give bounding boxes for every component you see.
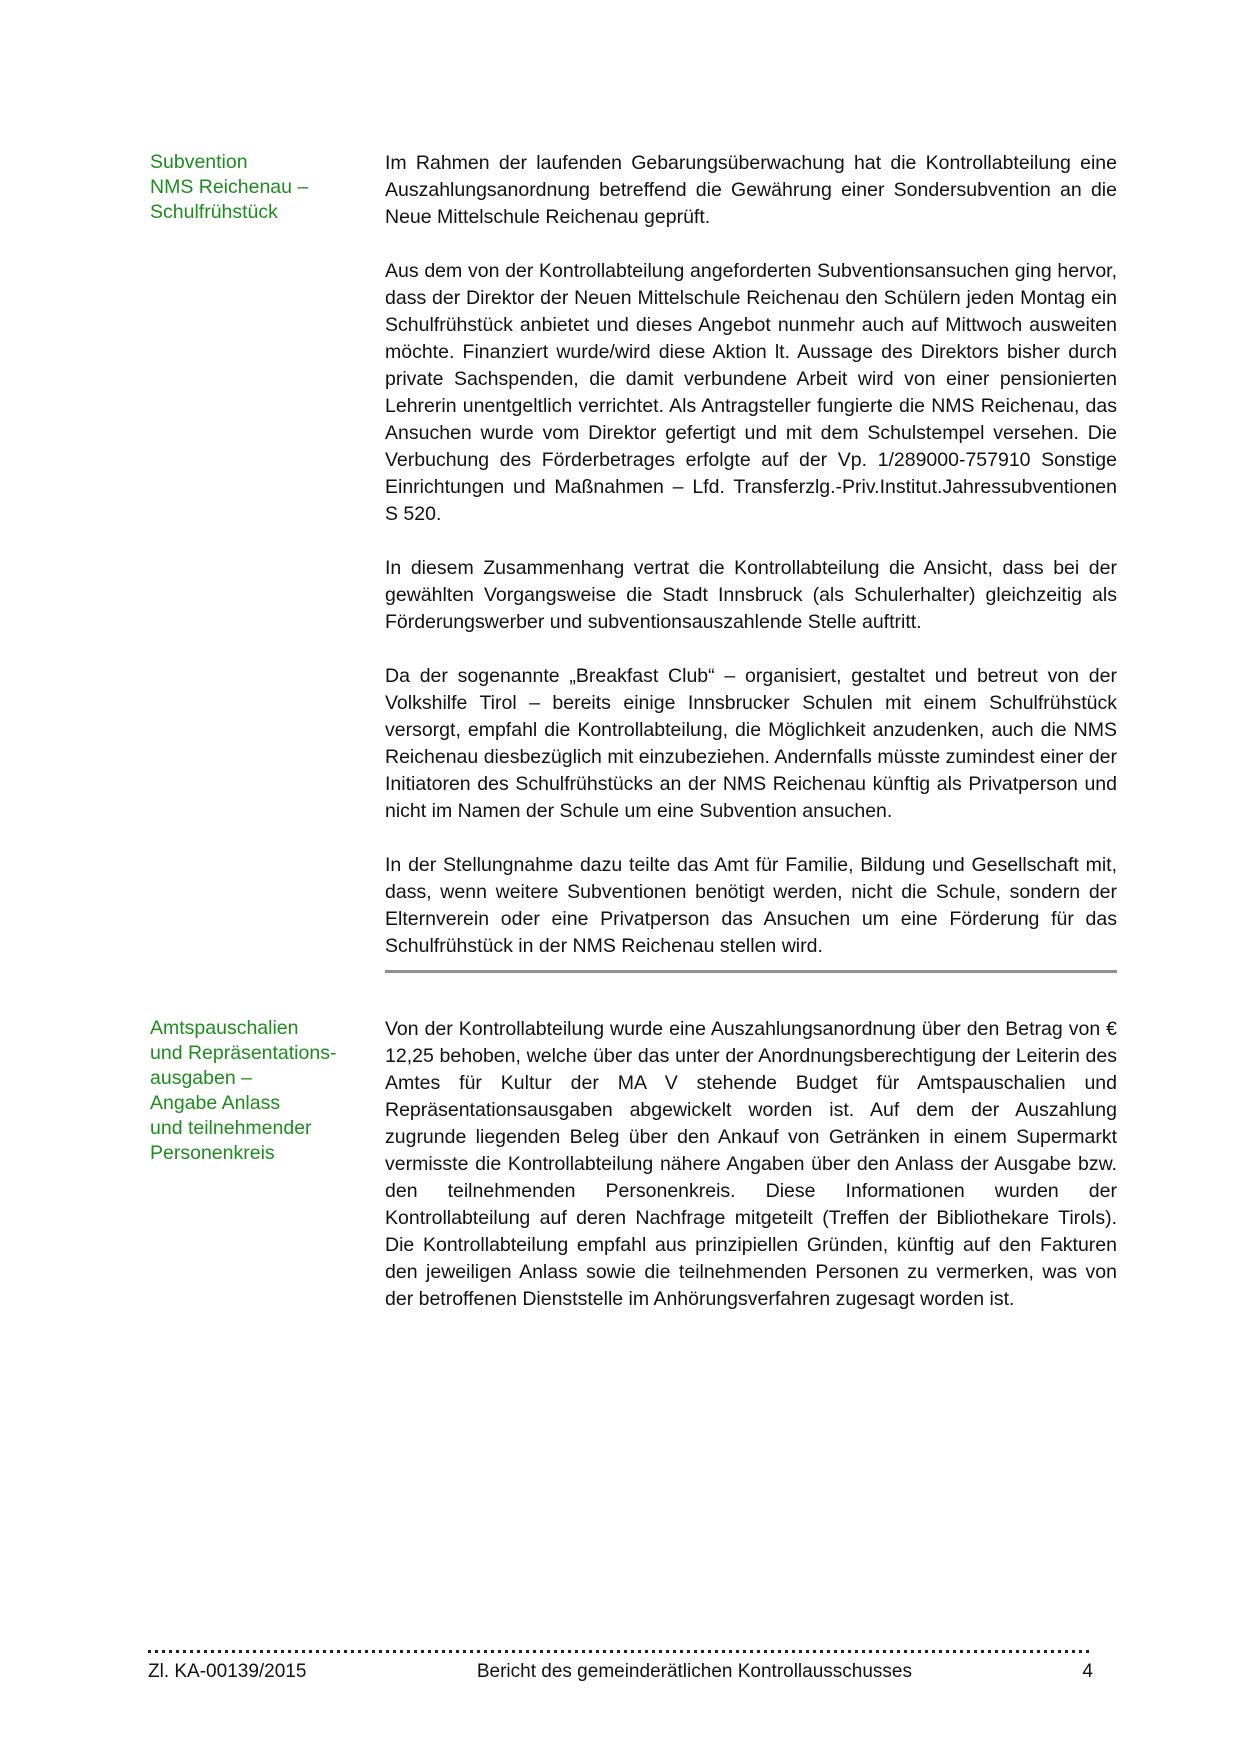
paragraph: In der Stellungnahme dazu teilte das Amt für Familie, Bildung und Gesellschaft mit, dass, wenn weitere Subventionen benötigt werden, nicht die Schule, sondern der Elternverein oder eine Privatperson das Ansuchen um eine Förderung für das Schulfrühstück in der NMS Reichenau stellen wird. (385, 854, 1117, 957)
margin-label-line: Schulfrühstück (150, 201, 278, 223)
margin-label-line: Personenkreis (150, 1142, 275, 1164)
margin-label-amtspauschalien (150, 1016, 385, 1166)
margin-label-subvention (150, 150, 385, 225)
paragraph: In diesem Zusammenhang vertrat die Kontrollabteilung die Ansicht, dass bei der gewählten Vorgangsweise die Stadt Innsbruck (als Schulerhalter) gleichzeitig als Förderungswerber und subventionsauszahlende Stelle auftritt. (385, 557, 1117, 633)
section-divider (385, 970, 1117, 973)
footer-row (148, 1661, 1093, 1683)
footer-page-number: 4 (1082, 1661, 1093, 1682)
paragraph: Da der sogenannte „Breakfast Club“ – organisiert, gestaltet und betreut von der Volkshilfe Tirol – bereits einige Innsbrucker Schulen mit einem Schulfrühstück versorgt, empfahl die Kontrollabteilung, die Möglichkeit anzudenken, auch die NMS Reichenau diesbezüglich mit einzubeziehen. Andernfalls müsste zumindest einer der Initiatoren des Schulfrühstücks an der NMS Reichenau künftig als Privatperson und nicht im Namen der Schule um eine Subvention ansuchen. (385, 665, 1117, 822)
paragraph: Im Rahmen der laufenden Gebarungsüberwachung hat die Kontrollabteilung eine Auszahlungsanordnung betreffend die Gewährung einer Sondersubvention an die Neue Mittelschule Reichenau geprüft. (385, 152, 1117, 228)
footer-dotted-line (148, 1650, 1093, 1653)
section-body (385, 150, 1117, 960)
margin-label-line: ausgaben – (150, 1067, 252, 1089)
margin-label-line: NMS Reichenau – (150, 176, 309, 198)
section-amtspauschalien (150, 1016, 1117, 1313)
report-content (150, 150, 1117, 1313)
margin-label-line: und Repräsentations- (150, 1042, 337, 1064)
paragraph: Von der Kontrollabteilung wurde eine Auszahlungsanordnung über den Betrag von € 12,25 behoben, welche über das unter der Anordnungsberechtigung der Leiterin des Amtes für Kultur der MA V stehende Budget für Amtspauschalien und Repräsentationsausgaben abgewickelt worden ist. Auf dem der Auszahlung zugrunde liegenden Beleg über den Ankauf von Getränken in einem Supermarkt vermisste die Kontrollabteilung nähere Angaben über den Anlass der Ausgabe bzw. den teilnehmenden Personenkreis. Diese Informationen wurden der Kontrollabteilung auf deren Nachfrage mitgeteilt (Treffen der Bibliothekare Tirols). Die Kontrollabteilung empfahl aus prinzipiellen Gründen, künftig auf den Fakturen den jeweiligen Anlass sowie die teilnehmenden Personen zu vermerken, was von der betroffenen Dienststelle im Anhörungsverfahren zugesagt worden ist. (385, 1018, 1117, 1310)
paragraph: Aus dem von der Kontrollabteilung angeforderten Subventionsansuchen ging hervor, dass der Direktor der Neuen Mittelschule Reichenau den Schülern jeden Montag ein Schulfrühstück anbietet und dieses Angebot nunmehr auch auf Mittwoch ausweiten möchte. Finanziert wurde/wird diese Aktion lt. Aussage des Direktors bisher durch private Sachspenden, die damit verbundene Arbeit wird von einer pensionierten Lehrerin unentgeltlich verrichtet. Als Antragsteller fungierte die NMS Reichenau, das Ansuchen wurde vom Direktor gefertigt und mit dem Schulstempel versehen. Die Verbuchung des Förderbetrages erfolgte auf der Vp. 1/289000-757910 Sonstige Einrichtungen und Maßnahmen – Lfd. Transferzlg.-Priv.Institut.Jahressubventionen S 520. (385, 260, 1117, 525)
footer-reference: Zl. KA-00139/2015 (148, 1661, 307, 1682)
margin-label-line: und teilnehmender (150, 1117, 312, 1139)
section-body (385, 1016, 1117, 1313)
margin-label-line: Subvention (150, 151, 248, 173)
section-subvention-nms-reichenau (150, 150, 1117, 960)
margin-label-line: Amtspauschalien (150, 1017, 299, 1039)
footer-document-title: Bericht des gemeinderätlichen Kontrollausschusses (476, 1661, 912, 1682)
margin-label-line: Angabe Anlass (150, 1092, 281, 1114)
page-footer (148, 1650, 1093, 1683)
